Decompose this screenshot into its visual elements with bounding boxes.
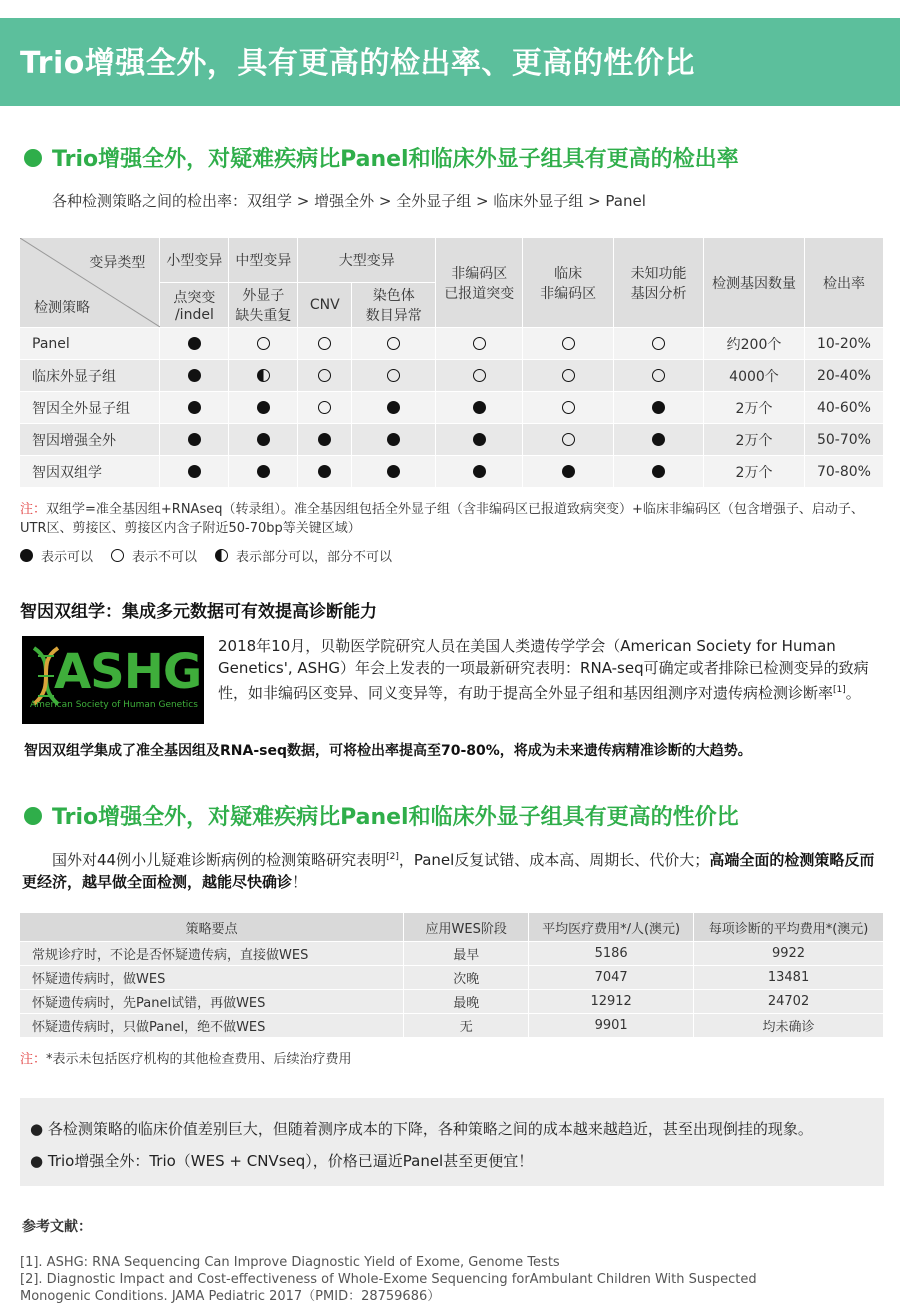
- table-row: [20, 456, 884, 488]
- summary-bullet-1: ● 各检测策略的临床价值差别巨大，但随着测序成本的下降，各种策略之间的成本越来越趋近，甚至出现倒挂的现象。: [30, 1120, 813, 1138]
- filled-circle-icon: [257, 433, 270, 446]
- cost-header-cell: 平均医疗费用*/人(澳元): [529, 913, 694, 942]
- filled-circle-icon: [387, 433, 400, 446]
- strategy-name: 智因增强全外: [20, 424, 160, 456]
- cost-table-header: [20, 913, 884, 942]
- capability-cell: [298, 360, 352, 392]
- header-unknown-function: 未知功能 基因分析: [614, 238, 704, 328]
- corner-variant-type: 变异类型: [89, 255, 146, 271]
- empty-circle-icon: [652, 369, 665, 382]
- filled-circle-icon: [318, 465, 331, 478]
- detection-rate-order: 各种检测策略之间的检出率：双组学 > 增强全外 > 全外显子组 > 临床外显子组 > Panel: [52, 192, 646, 210]
- table-row: [20, 392, 884, 424]
- cost-cell: 常规诊疗时，不论是否怀疑遗传病，直接做WES: [20, 942, 404, 966]
- cost-cell: 怀疑遗传病时，先Panel试错，再做WES: [20, 990, 404, 1014]
- capability-cell: [352, 424, 436, 456]
- cost-header-cell: 应用WES阶段: [404, 913, 529, 942]
- detection-comparison-table: [20, 238, 884, 488]
- note-label: 注：: [20, 502, 47, 517]
- reference-item: Monogenic Conditions. JAMA Pediatric 2017（PMID：28759686）: [20, 1289, 441, 1304]
- detection-rate-cell: 40-60%: [804, 392, 883, 424]
- table1-footnote: [20, 500, 882, 538]
- detection-rate-cell: 50-70%: [804, 424, 883, 456]
- empty-circle-icon: [111, 549, 124, 562]
- capability-cell: [298, 328, 352, 360]
- capability-cell: [614, 424, 704, 456]
- filled-circle-icon: [257, 401, 270, 414]
- references-list: [20, 1254, 757, 1305]
- capability-cell: [523, 456, 614, 488]
- empty-circle-icon: [652, 337, 665, 350]
- empty-circle-icon: [318, 337, 331, 350]
- section-1-heading: [24, 142, 739, 173]
- symbol-legend: [20, 546, 410, 565]
- cost-cell: 最晚: [404, 990, 529, 1014]
- filled-circle-icon: [387, 465, 400, 478]
- table-row: [20, 424, 884, 456]
- strategy-name: Panel: [20, 328, 160, 360]
- detection-rate-cell: 10-20%: [804, 328, 883, 360]
- strategy-name: 智因双组学: [20, 456, 160, 488]
- capability-cell: [160, 360, 229, 392]
- cost-row: [20, 942, 884, 966]
- capability-cell: [160, 424, 229, 456]
- logo-letters: ASHG: [54, 644, 202, 700]
- reference-item: [1]. ASHG: RNA Sequencing Can Improve Diagnostic Yield of Exome, Genome Tests: [20, 1255, 560, 1270]
- omics-heading: 智因双组学：集成多元数据可有效提高诊断能力: [20, 602, 377, 622]
- capability-cell: [229, 424, 298, 456]
- header-gene-count: 检测基因数量: [704, 238, 805, 328]
- gene-count-cell: 4000个: [704, 360, 805, 392]
- summary-box: [20, 1098, 884, 1186]
- capability-cell: [614, 360, 704, 392]
- capability-cell: [160, 392, 229, 424]
- omics-paragraph: 2018年10月，贝勒医学院研究人员在美国人类遗传学学会（American Society for Human Genetics', ASHG）年会上发表的一项最新研究表明：RNA-seq可确定或者排除已检测变异的致病性，如非编码区变异、同义变异等，有助于提高全外显子组和基因组测序对遗传病检测诊断率[1]。: [218, 637, 869, 702]
- capability-cell: [229, 360, 298, 392]
- gene-count-cell: 2万个: [704, 424, 805, 456]
- capability-cell: [523, 360, 614, 392]
- capability-cell: [614, 392, 704, 424]
- header-detection-rate: 检出率: [804, 238, 883, 328]
- empty-circle-icon: [473, 369, 486, 382]
- detection-rate-cell: 70-80%: [804, 456, 883, 488]
- filled-circle-icon: [652, 433, 665, 446]
- capability-cell: [160, 328, 229, 360]
- empty-circle-icon: [318, 401, 331, 414]
- capability-cell: [523, 392, 614, 424]
- strategy-name: 临床外显子组: [20, 360, 160, 392]
- detection-table-body: [20, 328, 884, 488]
- cost-cell: 13481: [694, 966, 884, 990]
- capability-cell: [352, 328, 436, 360]
- cost-header-cell: 策略要点: [20, 913, 404, 942]
- cost-cell: 怀疑遗传病时，做WES: [20, 966, 404, 990]
- legend-full: 表示可以: [20, 546, 93, 565]
- reference-item: [2]. Diagnostic Impact and Cost-effectiveness of Whole-Exome Sequencing forAmbulant Children With Suspected: [20, 1272, 757, 1287]
- capability-cell: [298, 456, 352, 488]
- cost-table-body: [20, 942, 884, 1038]
- filled-circle-icon: [473, 465, 486, 478]
- empty-circle-icon: [318, 369, 331, 382]
- table-corner-header: [20, 238, 160, 328]
- capability-cell: [352, 456, 436, 488]
- filled-circle-icon: [562, 465, 575, 478]
- capability-cell: [614, 328, 704, 360]
- empty-circle-icon: [562, 433, 575, 446]
- gene-count-cell: 约200个: [704, 328, 805, 360]
- strategy-name: 智因全外显子组: [20, 392, 160, 424]
- cost-cell: 12912: [529, 990, 694, 1014]
- header-large-variant: 大型变异: [298, 238, 436, 283]
- cost-cell: 7047: [529, 966, 694, 990]
- cost-cell: 9901: [529, 1014, 694, 1038]
- legend-half: 表示部分可以，部分不可以: [215, 546, 392, 565]
- cost-row: [20, 990, 884, 1014]
- table-row: [20, 360, 884, 392]
- citation-2: [2]: [386, 852, 399, 862]
- filled-circle-icon: [20, 549, 33, 562]
- section-1-title: Trio增强全外，对疑难疾病比Panel和临床外显子组具有更高的检出率: [52, 147, 739, 172]
- capability-cell: [614, 456, 704, 488]
- subheader-point-mutation: 点突变 /indel: [160, 283, 229, 328]
- cost-table: [20, 913, 884, 1038]
- filled-circle-icon: [387, 401, 400, 414]
- empty-circle-icon: [387, 337, 400, 350]
- capability-cell: [229, 456, 298, 488]
- filled-circle-icon: [318, 433, 331, 446]
- capability-cell: [523, 328, 614, 360]
- corner-strategy: 检测策略: [34, 300, 90, 316]
- omics-highlight: 智因双组学集成了准全基因组及RNA-seq数据，可将检出率提高至70-80%，将成为未来遗传病精准诊断的大趋势。: [24, 743, 752, 759]
- green-bullet-icon: [24, 807, 42, 825]
- filled-circle-icon: [473, 433, 486, 446]
- empty-circle-icon: [473, 337, 486, 350]
- cost-row: [20, 966, 884, 990]
- filled-circle-icon: [652, 401, 665, 414]
- detection-rate-cell: 20-40%: [804, 360, 883, 392]
- capability-cell: [352, 360, 436, 392]
- capability-cell: [436, 360, 523, 392]
- ashg-logo: [22, 636, 204, 724]
- cost-cell: 无: [404, 1014, 529, 1038]
- gene-count-cell: 2万个: [704, 456, 805, 488]
- green-bullet-icon: [24, 149, 42, 167]
- filled-circle-icon: [188, 369, 201, 382]
- capability-cell: [229, 392, 298, 424]
- section-2-heading: [24, 800, 739, 831]
- capability-cell: [229, 328, 298, 360]
- section-2-title: Trio增强全外，对疑难疾病比Panel和临床外显子组具有更高的性价比: [52, 805, 739, 830]
- subheader-cnv: CNV: [298, 283, 352, 328]
- legend-empty: 表示不可以: [111, 546, 197, 565]
- capability-cell: [436, 328, 523, 360]
- subheader-chromosome: 染色体 数目异常: [352, 283, 436, 328]
- capability-cell: [298, 424, 352, 456]
- summary-bullet-2: ● Trio增强全外：Trio（WES + CNVseq），价格已逼近Panel甚至更便宜！: [30, 1152, 534, 1170]
- table2-footnote: 注：*表示未包括医疗机构的其他检查费用、后续治疗费用: [20, 1052, 352, 1067]
- capability-cell: [298, 392, 352, 424]
- cost-cell: 次晚: [404, 966, 529, 990]
- subheader-exon-deletion: 外显子 缺失重复: [229, 283, 298, 328]
- header-clinical-noncoding: 临床 非编码区: [523, 238, 614, 328]
- cost-paragraph: 国外对44例小儿疑难诊断病例的检测策略研究表明[2]，Panel反复试错、成本高、周期长、代价大；高端全面的检测策略反而更经济，越早做全面检测，越能尽快确诊！: [22, 851, 875, 891]
- references-title: 参考文献：: [22, 1219, 92, 1235]
- header-small-variant: 小型变异: [160, 238, 229, 283]
- filled-circle-icon: [652, 465, 665, 478]
- empty-circle-icon: [562, 337, 575, 350]
- header-noncoding: 非编码区 已报道突变: [436, 238, 523, 328]
- capability-cell: [523, 424, 614, 456]
- capability-cell: [436, 392, 523, 424]
- logo-subtitle: American Society of Human Genetics: [30, 700, 198, 710]
- cost-header-cell: 每项诊断的平均费用*(澳元): [694, 913, 884, 942]
- filled-circle-icon: [188, 337, 201, 350]
- empty-circle-icon: [562, 369, 575, 382]
- filled-circle-icon: [188, 465, 201, 478]
- cost-row: [20, 1014, 884, 1038]
- capability-cell: [352, 392, 436, 424]
- cost-highlight: 高端全面的检测策略反而更经济，越早做全面检测，越能尽快确诊: [22, 851, 875, 891]
- cost-cell: 5186: [529, 942, 694, 966]
- cost-cell: 最早: [404, 942, 529, 966]
- cost-cell: 怀疑遗传病时，只做Panel，绝不做WES: [20, 1014, 404, 1038]
- title-banner: [0, 18, 900, 106]
- half-circle-icon: [215, 549, 228, 562]
- capability-cell: [436, 456, 523, 488]
- filled-circle-icon: [257, 465, 270, 478]
- cost-cell: 24702: [694, 990, 884, 1014]
- capability-cell: [160, 456, 229, 488]
- empty-circle-icon: [562, 401, 575, 414]
- filled-circle-icon: [188, 433, 201, 446]
- note-text: 双组学=准全基因组+RNAseq（转录组）。准全基因组包括全外显子组（含非编码区已报道致病突变）+临床非编码区（包含增强子、启动子、UTR区、剪接区、剪接区内含子附近50-70bp等关键区域）: [20, 502, 864, 536]
- empty-circle-icon: [387, 369, 400, 382]
- header-mid-variant: 中型变异: [229, 238, 298, 283]
- filled-circle-icon: [473, 401, 486, 414]
- half-circle-icon: [257, 369, 270, 382]
- cost-cell: 9922: [694, 942, 884, 966]
- empty-circle-icon: [257, 337, 270, 350]
- table-row: [20, 328, 884, 360]
- page-title: Trio增强全外，具有更高的检出率、更高的性价比: [20, 46, 695, 81]
- citation-1: [1]: [833, 685, 846, 695]
- gene-count-cell: 2万个: [704, 392, 805, 424]
- capability-cell: [436, 424, 523, 456]
- cost-cell: 均未确诊: [694, 1014, 884, 1038]
- filled-circle-icon: [188, 401, 201, 414]
